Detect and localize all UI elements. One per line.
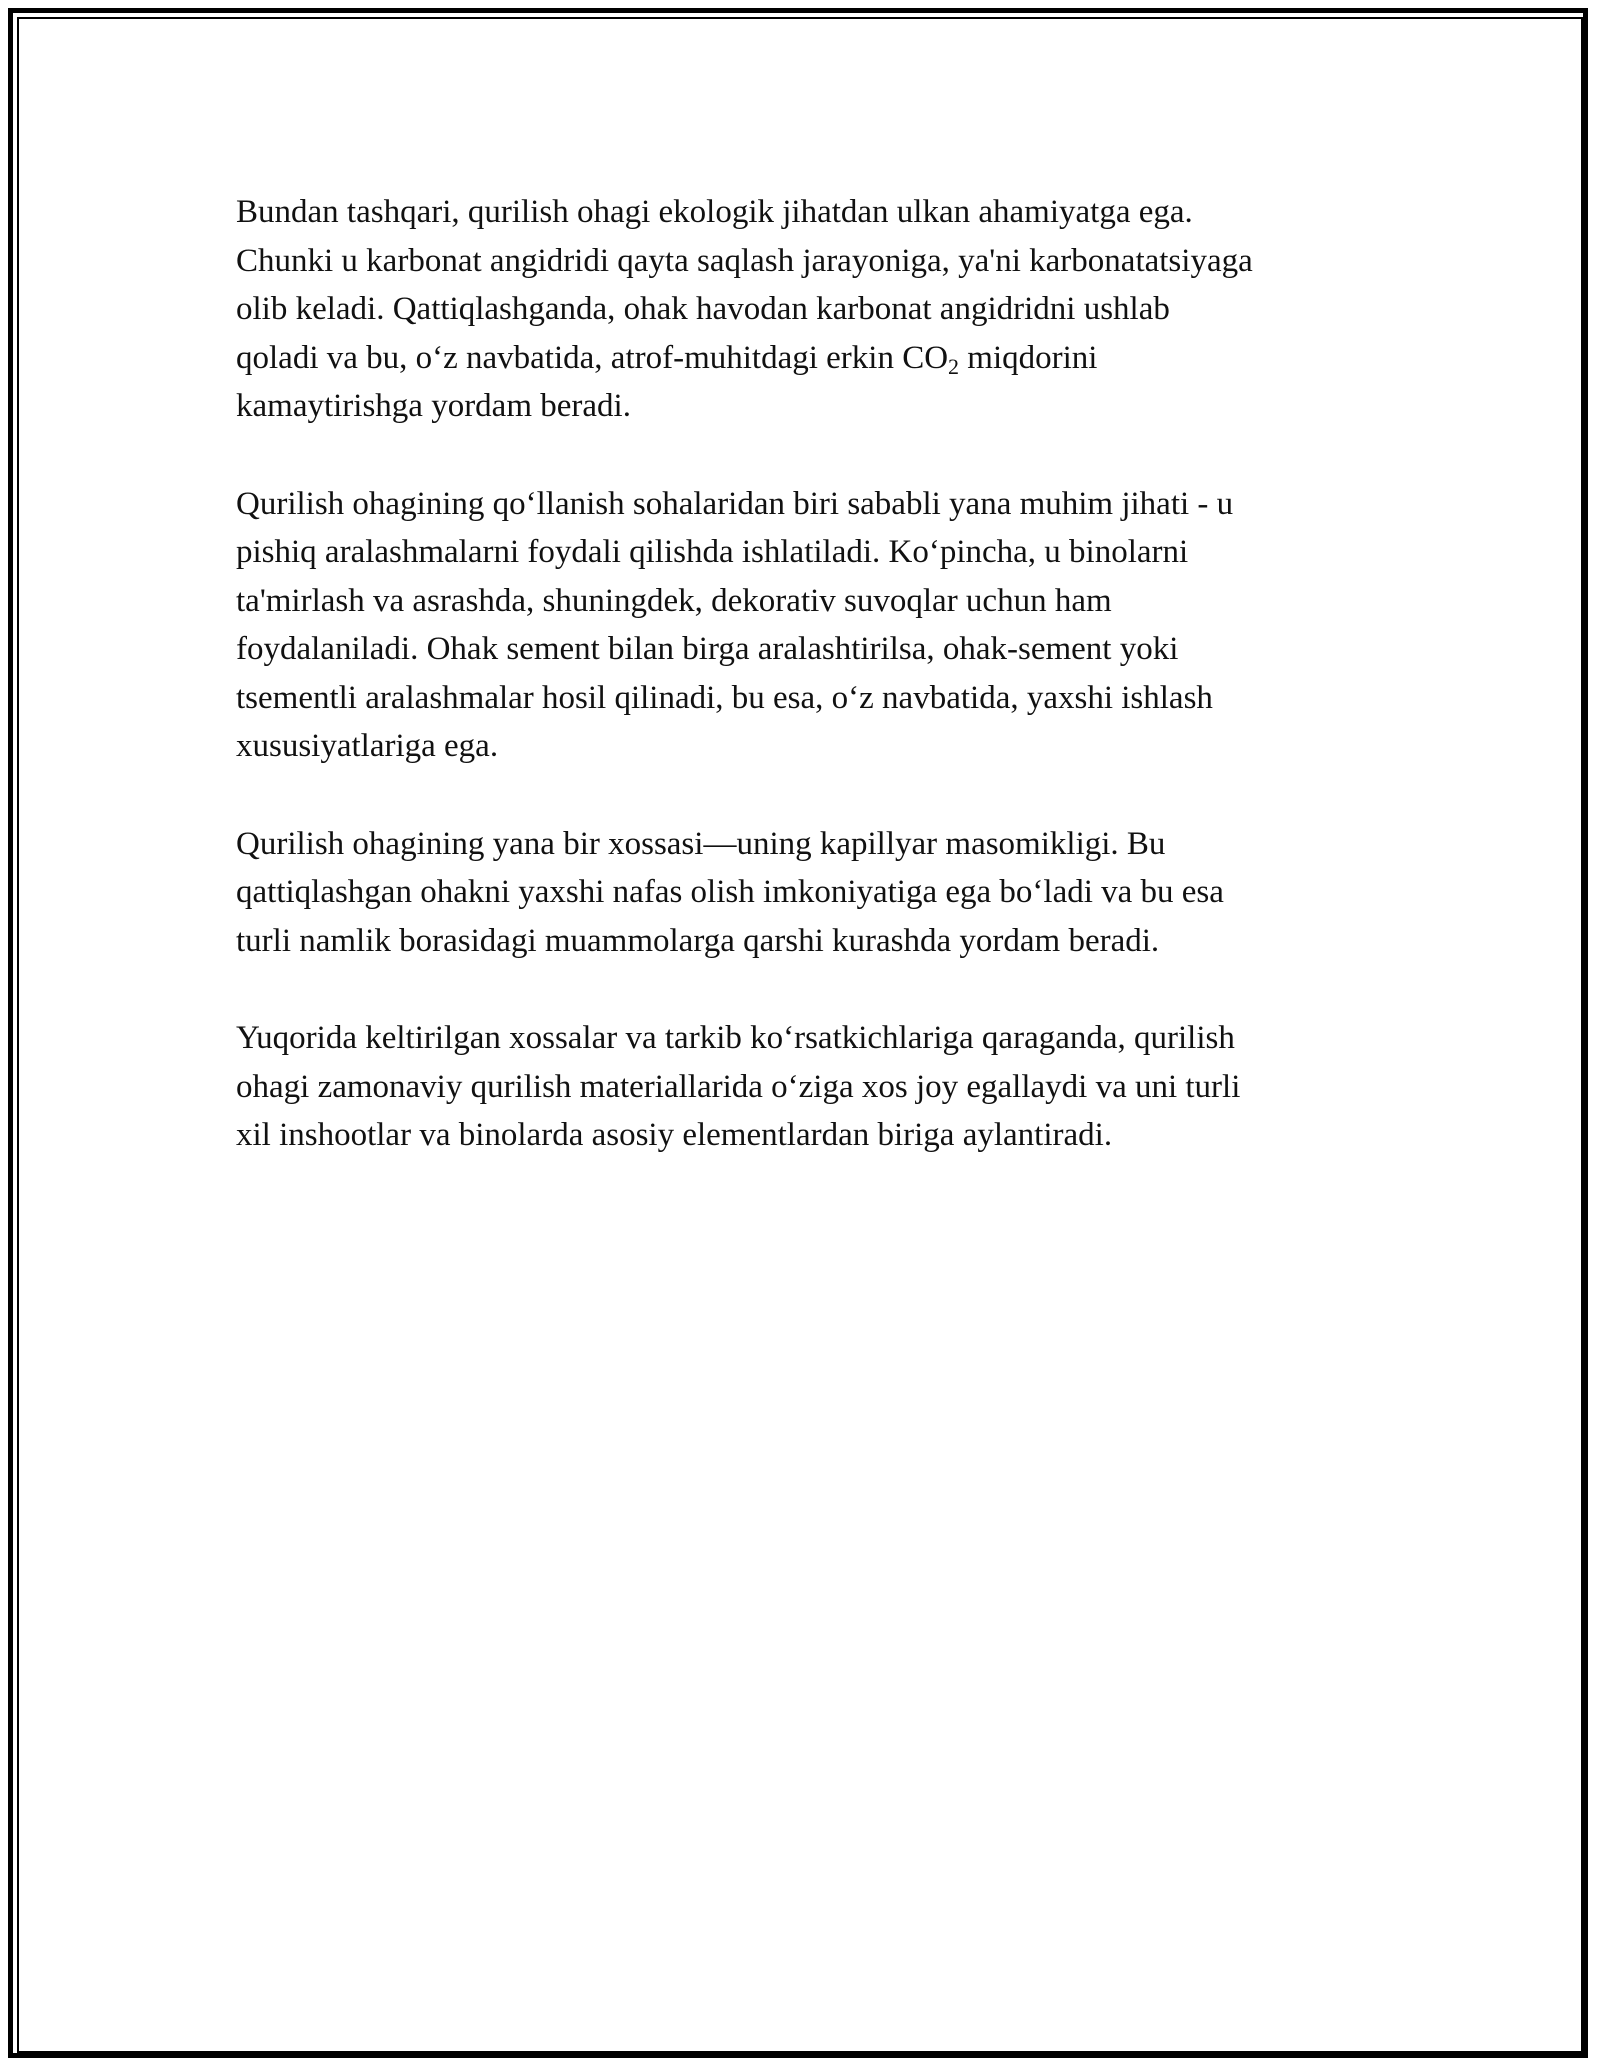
text-line: kamaytirishga yordam beradi. (236, 388, 631, 424)
text-line: xil inshootlar va binolarda asosiy elementlardan biriga aylantiradi. (236, 1117, 1113, 1153)
text-line: turli namlik borasidagi muammolarga qarshi kurashda yordam beradi. (236, 922, 1160, 959)
text-line: ohagi zamonaviy qurilish materiallarida o‘ziga xos joy egallaydi va uni turli (236, 1068, 1241, 1105)
text-line-co2 (236, 334, 1396, 383)
text-line: Qurilish ohagining qo‘llanish sohalaridan biri sababli yana muhim jihati - u (236, 485, 1234, 522)
text-line: qattiqlashgan ohakni yaxshi nafas olish imkoniyatiga ega bo‘ladi va bu esa (236, 874, 1224, 910)
text-line: pishiq aralashmalarni foydali qilishda ishlatiladi. Ko‘pincha, u binolarni (236, 534, 1189, 570)
text-line: tsementli aralashmalar hosil qilinadi, bu esa, o‘z navbatida, yaxshi ishlash (236, 679, 1213, 716)
co2-text-before: qoladi va bu, o‘z navbatida, atrof-muhitdagi erkin CO (236, 339, 949, 376)
text-line: Qurilish ohagining yana bir xossasi—uning kapillyar masomikligi. Bu (236, 825, 1166, 862)
paragraph-4 (236, 1014, 1396, 1160)
paragraph-1 (236, 188, 1396, 431)
text-line: xususiyatlariga ega. (236, 728, 499, 764)
text-line: olib keladi. Qattiqlashganda, ohak havodan karbonat angidridni ushlab (236, 291, 1170, 327)
co2-text-after: miqdorini (959, 339, 1098, 376)
document-body (236, 188, 1396, 1209)
text-line: foydalaniladi. Ohak sement bilan birga aralashtirilsa, ohak-sement yoki (236, 631, 1179, 667)
text-line: Bundan tashqari, qurilish ohagi ekologik jihatdan ulkan ahamiyatga ega. (236, 194, 1193, 230)
text-line: ta'mirlash va asrashda, shuningdek, dekorativ suvoqlar uchun ham (236, 582, 1112, 619)
text-line: Yuqorida keltirilgan xossalar va tarkib ko‘rsatkichlariga qaraganda, qurilish (236, 1020, 1235, 1056)
paragraph-3 (236, 820, 1396, 966)
paragraph-2 (236, 480, 1396, 771)
text-line: Chunki u karbonat angidridi qayta saqlash jarayoniga, ya'ni karbonatatsiyaga (236, 242, 1253, 279)
co2-subscript: 2 (948, 353, 960, 379)
